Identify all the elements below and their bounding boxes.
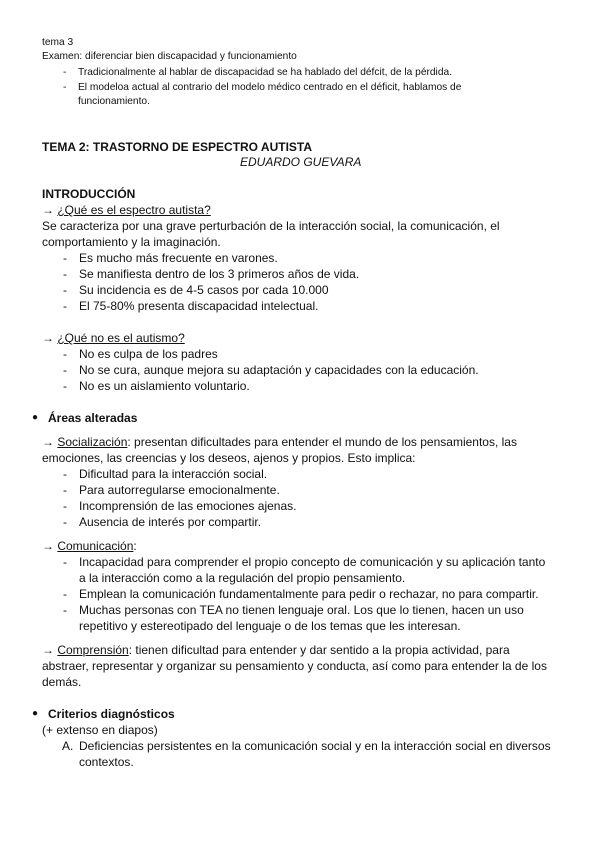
paragraph-line: comportamiento y la imaginación. (42, 235, 221, 249)
dash-marker: - (63, 283, 67, 297)
list-item: No es un aislamiento voluntario. (79, 379, 250, 393)
question-2-text: ¿Qué no es el autismo? (57, 331, 185, 345)
dash-marker: - (63, 363, 67, 377)
arrow-icon: → (42, 643, 54, 657)
list-item: El 75-80% presenta discapacidad intelectual. (79, 299, 319, 313)
list-item: Para autorregularse emocionalmente. (79, 483, 280, 497)
header-item-2: El modeloa actual al contrario del modelo médico centrado en el déficit, hablamos de (78, 82, 462, 93)
list-item: Incomprensión de las emociones ajenas. (79, 499, 297, 513)
dash-marker: - (63, 467, 67, 481)
dash-marker: - (63, 499, 67, 513)
colon: : (133, 539, 137, 553)
paragraph-line: emociones, las creencias y los deseos, ajenos y propios. Esto implica: (42, 451, 416, 465)
question-2 (42, 331, 185, 347)
list-item: No es culpa de los padres (79, 347, 218, 361)
header-line-2: Examen: diferenciar bien discapacidad y funcionamiento (42, 51, 297, 62)
list-item: Ausencia de interés por compartir. (79, 515, 262, 529)
dash-marker: - (63, 515, 67, 529)
list-item: No se cura, aunque mejora su adaptación y capacidades con la educación. (79, 363, 479, 377)
author: EDUARDO GUEVARA (240, 155, 362, 169)
socializacion-label: Socialización (57, 435, 128, 449)
comprension-line-1 (42, 643, 510, 659)
list-item: Muchas personas con TEA no tienen lenguaje oral. Los que lo tienen, hacen un uso (79, 603, 524, 617)
item-marker-a: A. (62, 739, 74, 753)
arrow-icon: → (42, 203, 54, 217)
header-line-1: tema 3 (42, 37, 74, 48)
section-heading-intro: INTRODUCCIÓN (42, 187, 136, 201)
list-item: Incapacidad para comprender el propio concepto de comunicación y su aplicación tanto (79, 555, 546, 569)
dash-marker: - (63, 483, 67, 497)
list-item-cont: a la interacción como a la regulación del propio pensamiento. (79, 571, 406, 585)
list-item: Se manifiesta dentro de los 3 primeros años de vida. (79, 267, 360, 281)
arrow-icon: → (42, 435, 54, 449)
section-heading-criterios: Criterios diagnósticos (48, 707, 175, 721)
dash-marker: - (63, 379, 67, 393)
bullet-icon: ● (32, 412, 39, 423)
criterios-note: (+ extenso en diapos) (42, 723, 158, 737)
paragraph-line: demás. (42, 675, 82, 689)
paragraph-line: abstraer, representar y organizar su pensamiento y conducta, así como para entender la de los (42, 659, 547, 673)
list-item: Su incidencia es de 4-5 casos por cada 10.000 (79, 283, 329, 297)
header-item-1: Tradicionalmente al hablar de discapacidad se ha hablado del défcit, de la pérdida. (78, 67, 452, 78)
arrow-icon: → (42, 539, 54, 553)
list-item: Dificultad para la interacción social. (79, 467, 268, 481)
list-item-cont: repetitivo y estereotipado del lenguaje o de los temas que les interesan. (79, 619, 461, 633)
header-item-2-cont: funcionamiento. (78, 96, 150, 107)
comunicacion-label: Comunicación (57, 539, 134, 553)
criterio-a-line-1: Deficiencias persistentes en la comunicación social y en la interacción social en diversos (79, 739, 551, 753)
dash-marker: - (63, 67, 67, 78)
question-1 (42, 203, 211, 219)
dash-marker: - (63, 82, 67, 93)
dash-marker: - (63, 347, 67, 361)
paragraph-line: Se caracteriza por una grave perturbación de la interacción social, la comunicación, el (42, 219, 500, 233)
socializacion-text: : presentan dificultades para entender el mundo de los pensamientos, las (127, 435, 517, 449)
dash-marker: - (63, 299, 67, 313)
arrow-icon: → (42, 331, 54, 345)
dash-marker: - (63, 555, 67, 569)
bullet-icon: ● (32, 708, 39, 719)
section-heading-areas: Áreas alteradas (48, 411, 138, 425)
list-item: Es mucho más frecuente en varones. (79, 251, 278, 265)
dash-marker: - (63, 251, 67, 265)
dash-marker: - (63, 603, 67, 617)
comprension-text: : tienen dificultad para entender y dar sentido a la propia actividad, para (128, 643, 510, 657)
dash-marker: - (63, 267, 67, 281)
page-title: TEMA 2: TRASTORNO DE ESPECTRO AUTISTA (42, 140, 313, 154)
socializacion-line-1 (42, 435, 517, 451)
criterio-a-line-2: contextos. (79, 755, 134, 769)
comprension-label: Comprensión (57, 643, 129, 657)
list-item: Emplean la comunicación fundamentalmente para pedir o rechazar, no para compartir. (79, 587, 539, 601)
question-1-text: ¿Qué es el espectro autista? (57, 203, 211, 217)
dash-marker: - (63, 587, 67, 601)
comunicacion-line (42, 539, 137, 555)
